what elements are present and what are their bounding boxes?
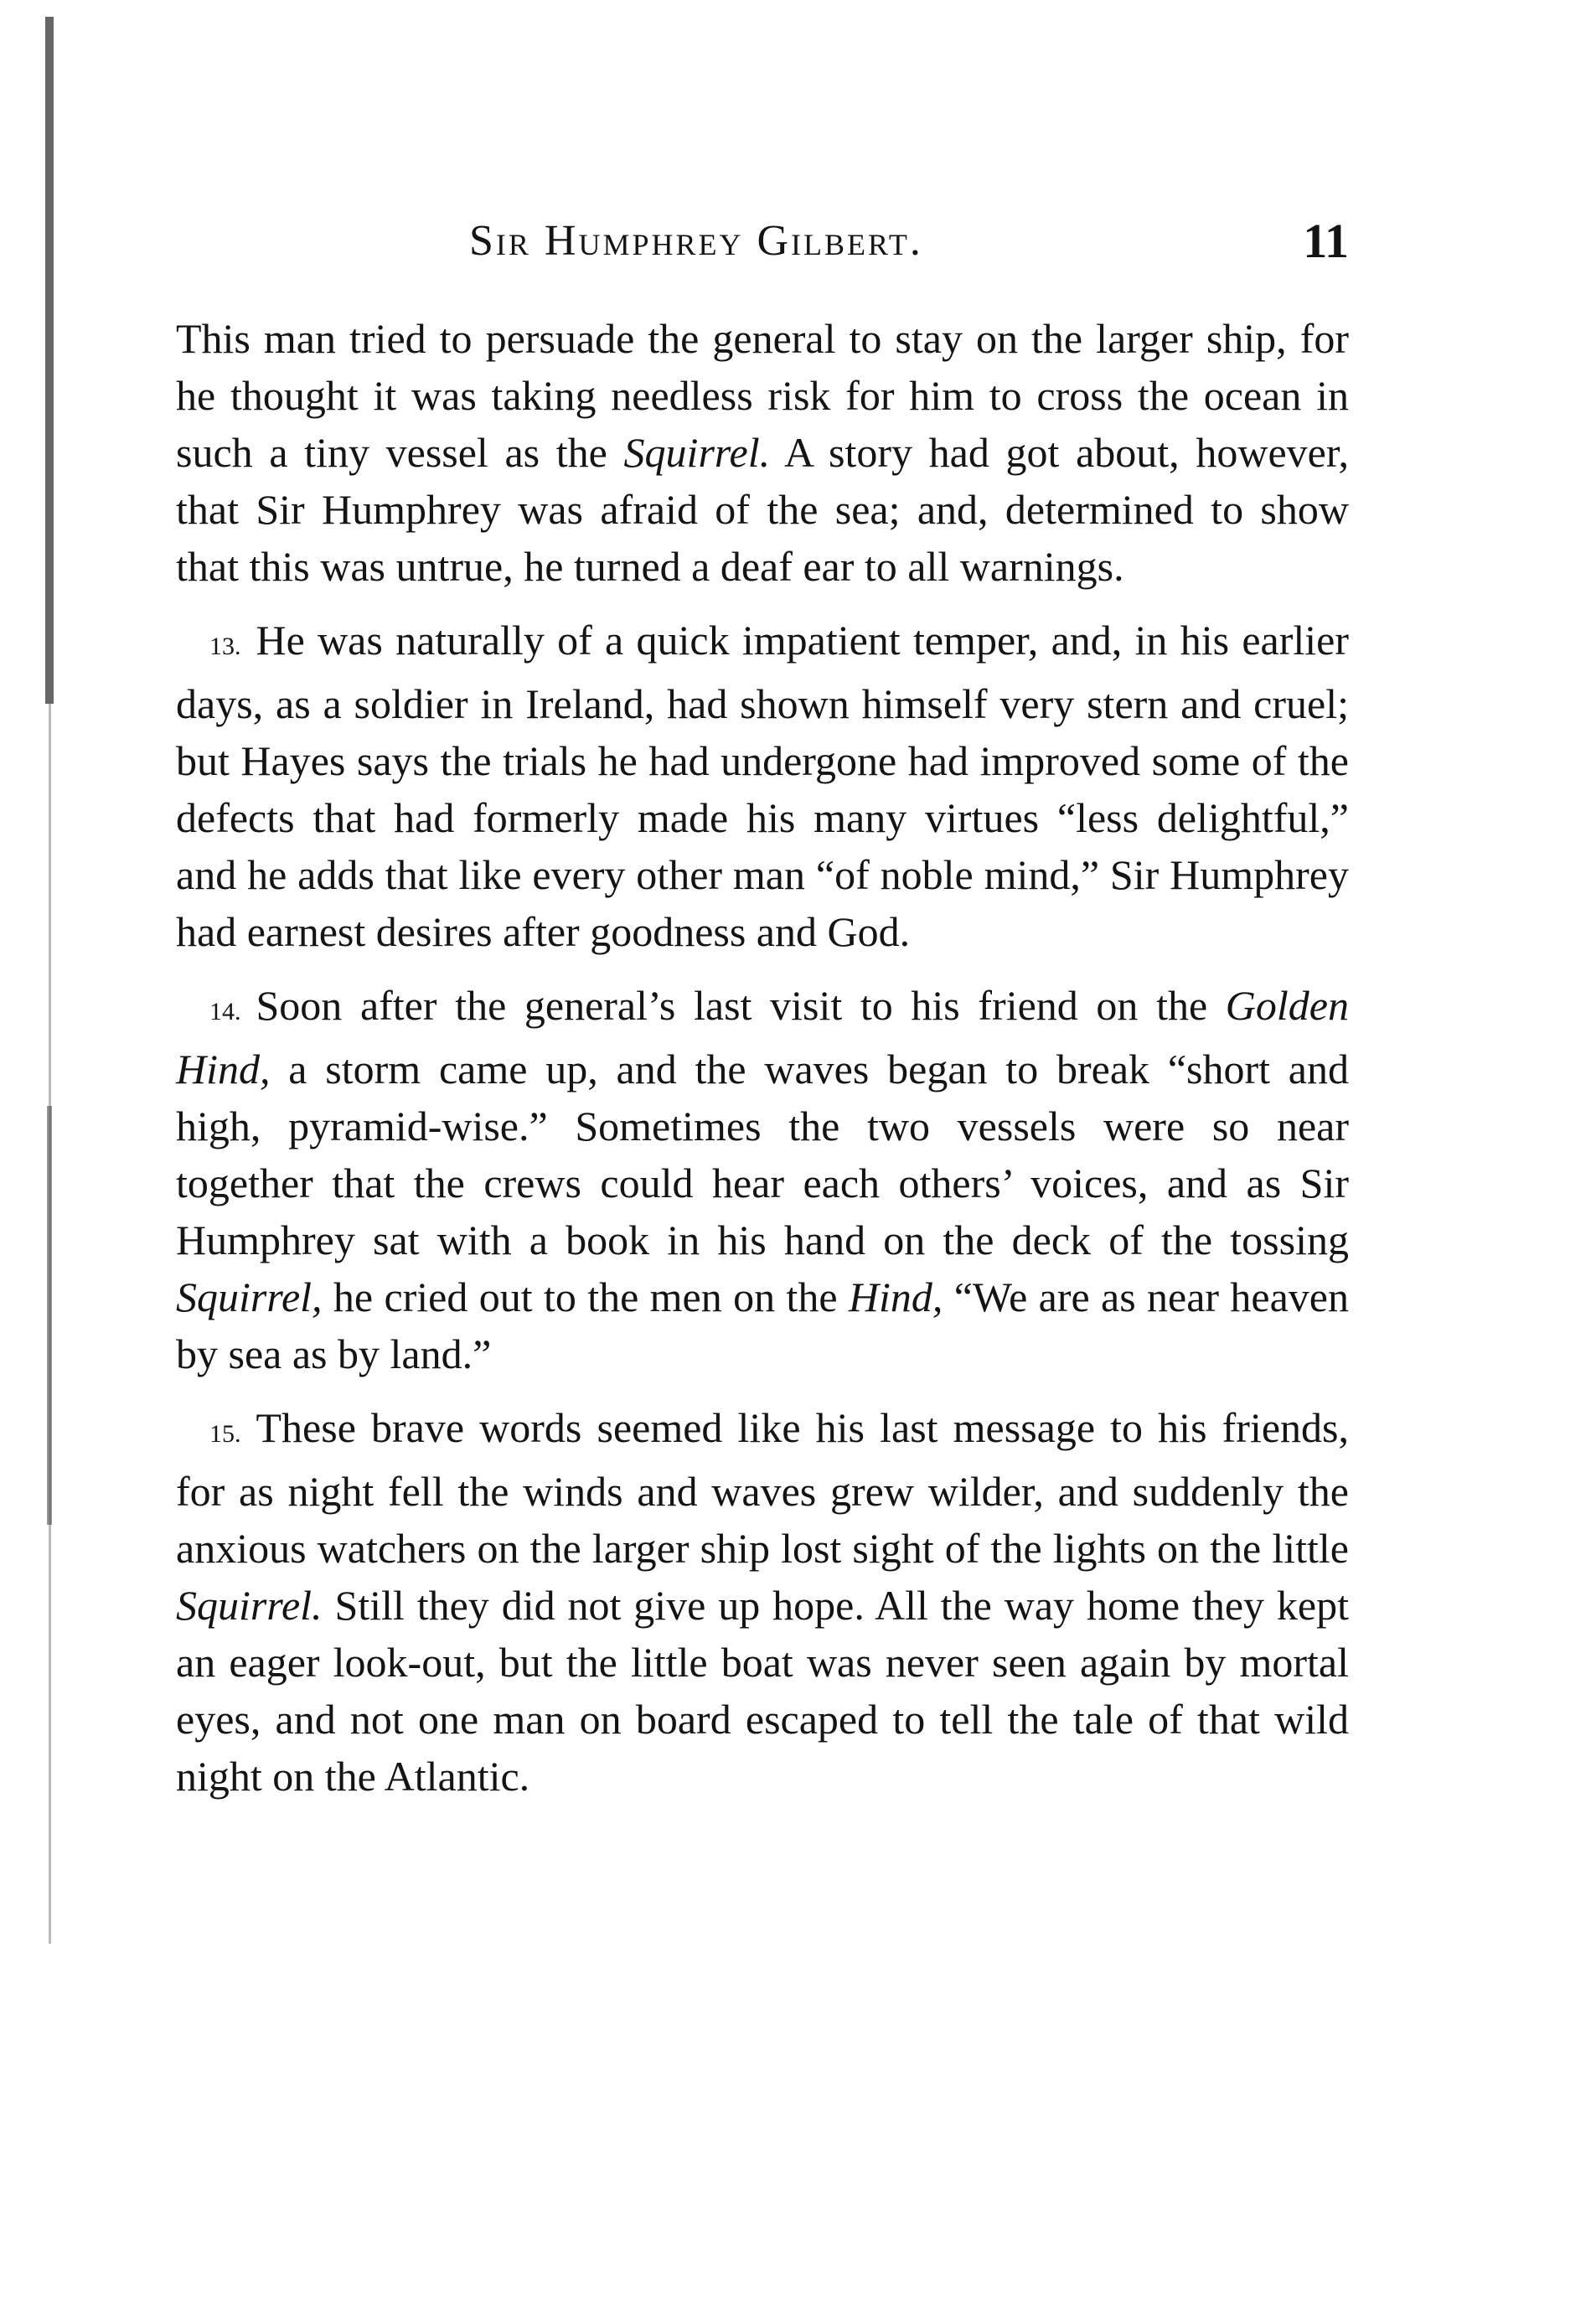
paragraph-12-continued (176, 310, 1349, 595)
text-segment: a storm came up, and the waves began to break “short and high, pyramid-wise.” Sometimes the two vessels were so near together that the crews could hear each others’ voices, and as Sir Humphrey sat with a book in his hand on the deck of the tossing (176, 1046, 1349, 1263)
text-segment: “We are as near heaven by sea as by land.” (176, 1273, 1350, 1377)
page-number: 11 (1303, 214, 1349, 268)
paragraph-number: 15. (209, 1420, 241, 1448)
italic-ship-name: Squirrel. (176, 1582, 323, 1629)
text-segment: These brave words seemed like his last message to his friends, for as night fell the winds and waves grew wilder, and suddenly the anxious watchers on the larger ship lost sight of the lights on the little (176, 1404, 1349, 1572)
paragraph-13 (176, 612, 1349, 960)
running-title: Sir Humphrey Gilbert. (469, 217, 923, 265)
body-text (176, 310, 1349, 1821)
paragraph-14 (176, 977, 1349, 1382)
paragraph-15 (176, 1399, 1349, 1805)
page-header (176, 209, 1349, 285)
italic-ship-name: Squirrel. (623, 429, 771, 476)
text-segment: He was naturally of a quick impatient temper, and, in his earlier days, as a soldier in Ireland, had shown himself very stern and cruel; but Hayes says the trials he had undergone had improved some of the defects that had formerly made his many virtues “less delightful,” and he adds that like every other man “of noble mind,” Sir Humphrey had earnest desires after goodness and God. (176, 617, 1349, 955)
italic-ship-name: Hind, (848, 1273, 943, 1320)
text-segment: A story had got about, however, that Sir Humphrey was afraid of the sea; and, determined to show that this was untrue, he turned a deaf ear to all warnings. (176, 429, 1349, 590)
binding-edge-shadow (34, 17, 64, 1944)
text-segment: Still they did not give up hope. All the way home they kept an eager look-out, but the little boat was never seen again by mortal eyes, and not one man on board escaped to tell the tale of that wild night on the Atlantic. (176, 1582, 1349, 1800)
text-segment: he cried out to the men on the (322, 1273, 849, 1320)
paragraph-number: 13. (209, 633, 241, 660)
paragraph-number: 14. (209, 998, 241, 1025)
text-segment: Soon after the general’s last visit to his friend on the (256, 982, 1226, 1029)
text-segment: This man tried to persuade the general to stay on the larger ship, for he thought it was taking needless risk for him to cross the ocean in such a tiny vessel as the (176, 315, 1349, 476)
italic-ship-name: Squirrel, (176, 1273, 323, 1320)
italic-ship-name: Golden Hind, (176, 982, 1349, 1093)
